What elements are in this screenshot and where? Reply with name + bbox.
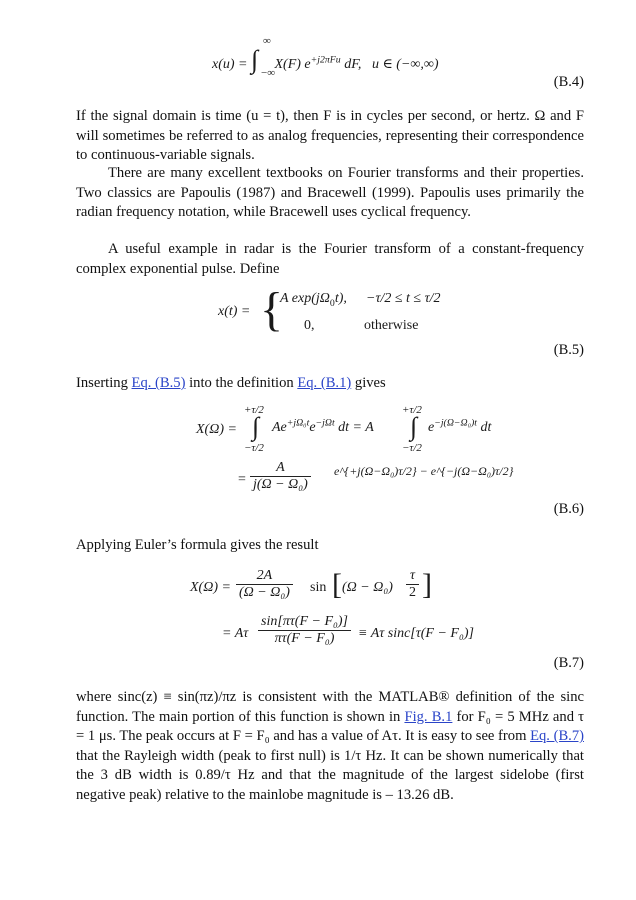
equation-number-b4: (B.4) [553, 74, 584, 90]
integral-sign: ∫ [251, 45, 259, 74]
paragraph-4: Inserting Eq. (B.5) into the definition Eq. (B.1) gives [76, 375, 386, 391]
paragraph-1: If the signal domain is time (u = t), then F is in cycles per second, or hertz. Ω and F will sometimes be referred to as analog frequencies, representing their correspondence to continuous-variable signals. [76, 108, 584, 164]
equation-number-b6: (B.6) [553, 501, 584, 517]
left-brace: { [260, 283, 284, 336]
integral-sign: ∫ [410, 412, 418, 441]
link-fig-b1[interactable]: Fig. B.1 [404, 708, 453, 725]
paragraph-6: where sinc(z) ≡ sin(πz)/πz is consistent with the MATLAB® definition of the sinc function. The main portion of this function is shown in Fig. B.1 for F₀ = 5 MHz and τ = 1 μs. The peak occurs at F = F₀ and has a value of Aτ. It is easy to see from Eq. (B.7) that the Rayleigh width (peak to first null) is 1/τ Hz. It can be shown numerically that the 3 dB width is 0.89/τ Hz and that the magnitude of the largest sidelobe (first negative peak) relative to the mainlobe magnitude is – 13.26 dB. [76, 689, 584, 803]
link-eq-b7[interactable]: Eq. (B.7) [530, 728, 584, 745]
integral-sign: ∫ [252, 412, 260, 441]
equation-number-b7: (B.7) [553, 655, 584, 671]
link-eq-b1[interactable]: Eq. (B.1) [297, 375, 352, 391]
paragraph-2: There are many excellent textbooks on Fourier transforms and their properties. Two classics are Papoulis (1987) and Bracewell (1999). Papoulis uses primarily the radian frequency notation, while Bracewell uses cyclical frequency. [76, 165, 584, 221]
equation-b6: X(Ω) = +τ/2 ∫ −τ/2 $Ae^{+j\Omega_0t}e^{-j\Omega t}$ dt = A +τ/2 ∫ −τ/2 $e^{-j(\Omega-\Omega_0)t}$ dt = $\frac{A}{\text{j(Ω − Ω₀)}}$ e^{+j(Ω−Ω₀)τ/2} − e^{−j(Ω−Ω₀)τ/2} [196, 404, 514, 492]
equation-b7: X(Ω) = $\frac{2A}{\text{(Ω − Ω₀)}}$ sin [ (Ω − Ω₀) $\frac{\tau}{2}$ ] = Aτ $\frac{\text{sin[πτ(F − F₀)]}}{\text{πτ(F − F₀)}}$ ≡ Aτ sinc[τ(F − F₀)] [190, 568, 474, 646]
paragraph-5: Applying Euler’s formula gives the result [76, 537, 319, 553]
equation-number-b5: (B.5) [553, 342, 584, 358]
equation-b5: x(t) = { A $\exp(j\Omega_0t)$, −τ/2 ≤ t ≤ τ/2 0, otherwise [218, 283, 441, 336]
equation-b4: x(u) = ∫ ∞ −∞ X(F) $e^{+j2\pi Fu}$ dF, u ∈ (−∞,∞) [212, 35, 439, 79]
link-eq-b5[interactable]: Eq. (B.5) [131, 375, 186, 391]
paragraph-3: A useful example in radar is the Fourier transform of a constant-frequency complex exponential pulse. Define [76, 241, 584, 277]
